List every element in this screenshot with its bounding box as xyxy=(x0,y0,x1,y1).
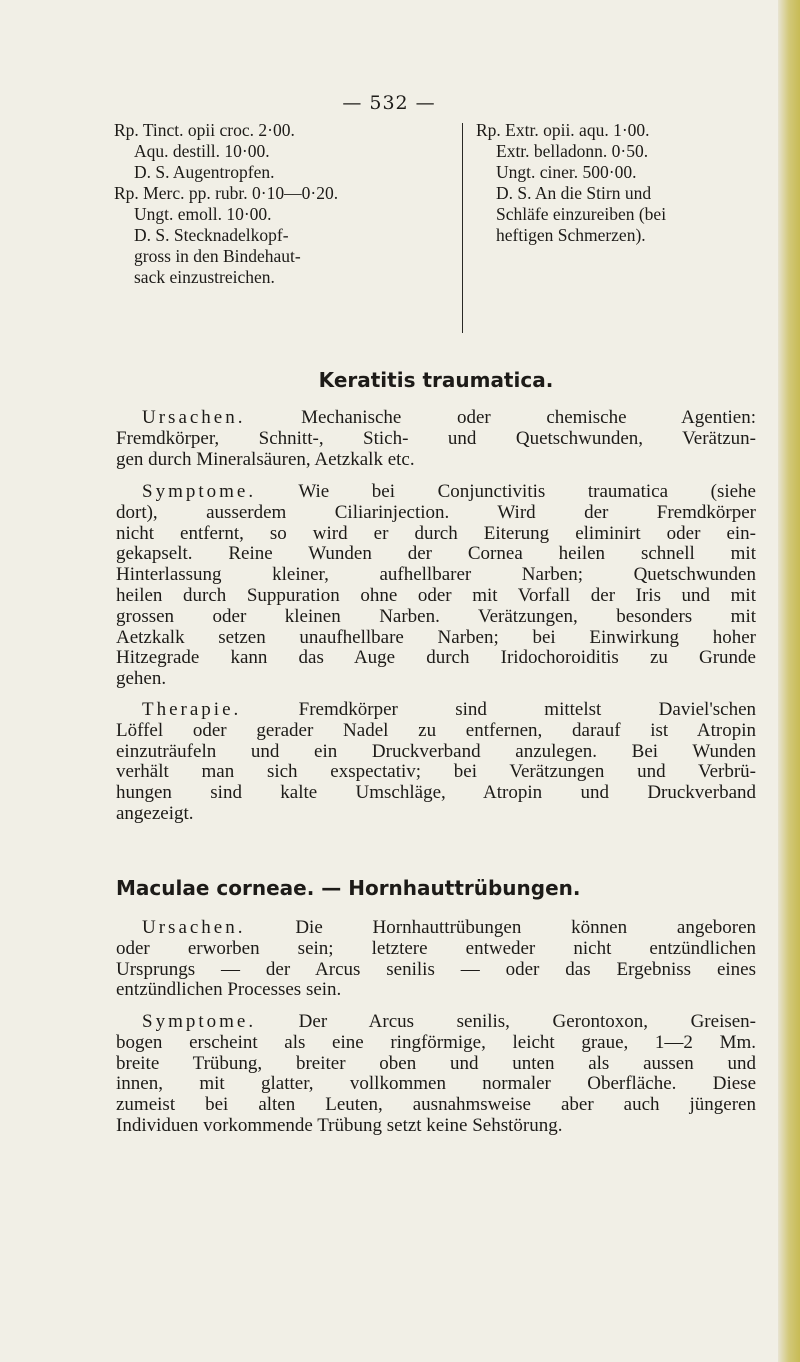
text-line: gen durch Mineralsäuren, Aetzkalk etc. xyxy=(116,448,415,470)
rx-line: Rp. Extr. opii. aqu. 1·00. xyxy=(476,120,650,140)
rx-line: Rp. Merc. pp. rubr. 0·10—0·20. xyxy=(114,183,339,203)
paragraph-head: Therapie. xyxy=(142,699,242,720)
section-title: Maculae corneae. — Hornhauttrübungen. xyxy=(116,876,581,900)
page-number: — 532 — xyxy=(342,92,436,114)
rx-line: D. S. An die Stirn und xyxy=(496,183,652,203)
text-line: angezeigt. xyxy=(116,802,194,824)
text-line: zumeist bei alten Leuten, ausnahmsweise aber auch jüngeren xyxy=(116,1094,756,1116)
prescription-right xyxy=(476,120,766,246)
rx-line: D. S. Augentropfen. xyxy=(134,162,275,182)
rx-line: sack einzustreichen. xyxy=(134,267,275,287)
text-line: gehen. xyxy=(116,668,167,690)
text-line: Wie bei Conjunctivitis traumatica (siehe xyxy=(298,481,756,502)
rx-line: Ungt. ciner. 500·00. xyxy=(496,162,637,182)
text-line: einzuträufeln und ein Druckverband anzulegen. Bei Wunden xyxy=(116,740,756,762)
rx-line: Rp. Tinct. opii croc. 2·00. xyxy=(114,120,295,140)
text-line: nicht entfernt, so wird er durch Eiterung eliminirt oder ein- xyxy=(116,522,756,544)
text-line: Individuen vorkommende Trübung setzt keine Sehstörung. xyxy=(116,1114,563,1136)
paragraph-head: Symptome. xyxy=(142,1011,257,1032)
text-line: verhält man sich exspectativ; bei Verätzungen und Verbrü- xyxy=(116,761,756,783)
prescription-left xyxy=(114,120,459,288)
text-line: gekapselt. Reine Wunden der Cornea heilen schnell mit xyxy=(116,543,756,565)
text-line: heilen durch Suppuration ohne oder mit Vorfall der Iris und mit xyxy=(116,584,756,606)
text-line: oder erworben sein; letztere entweder nicht entzündlichen xyxy=(116,937,756,959)
text-line: grossen oder kleinen Narben. Verätzungen, besonders mit xyxy=(116,605,756,627)
text-line: dort), ausserdem Ciliarinjection. Wird der Fremdkörper xyxy=(116,501,756,523)
text-line: hungen sind kalte Umschläge, Atropin und Druckverband xyxy=(116,782,756,804)
text-line: breite Trübung, breiter oben und unten als aussen und xyxy=(116,1052,756,1074)
rx-line: Extr. belladonn. 0·50. xyxy=(496,141,649,161)
rx-line: Aqu. destill. 10·00. xyxy=(134,141,270,161)
section-title: Keratitis traumatica. xyxy=(318,368,554,392)
text-line: Löffel oder gerader Nadel zu entfernen, darauf ist Atropin xyxy=(116,719,756,741)
text-line: Hitzegrade kann das Auge durch Iridochoroiditis zu Grunde xyxy=(116,647,756,669)
paragraph-symptome-2 xyxy=(116,1012,756,1137)
text-line: Hinterlassung kleiner, aufhellbarer Narben; Quetschwunden xyxy=(116,564,756,586)
text-line: Mechanische oder chemische Agentien: xyxy=(301,407,756,428)
column-divider xyxy=(462,123,463,333)
rx-line: D. S. Stecknadelkopf- xyxy=(134,225,289,245)
rx-line: heftigen Schmerzen). xyxy=(496,225,646,245)
text-line: Ursprungs — der Arcus senilis — oder das Ergebniss eines xyxy=(116,958,756,980)
paragraph-symptome xyxy=(116,482,756,690)
text-line: bogen erscheint als eine ringförmige, leicht graue, 1—2 Mm. xyxy=(116,1031,756,1053)
text-line: Fremdkörper sind mittelst Daviel'schen xyxy=(298,699,756,720)
paragraph-head: Ursachen. xyxy=(142,917,246,938)
paragraph-ursachen xyxy=(116,408,756,470)
text-line: entzündlichen Processes sein. xyxy=(116,979,342,1001)
text-line: Aetzkalk setzen unaufhellbare Narben; bei Einwirkung hoher xyxy=(116,626,756,648)
paragraph-therapie xyxy=(116,700,756,825)
rx-line: Ungt. emoll. 10·00. xyxy=(134,204,272,224)
paragraph-head: Symptome. xyxy=(142,481,257,502)
page-edge xyxy=(778,0,800,1362)
text-line: Die Hornhauttrübungen können angeboren xyxy=(295,917,757,938)
text-line: Fremdkörper, Schnitt-, Stich- und Quetschwunden, Verätzun- xyxy=(116,427,756,449)
rx-line: gross in den Bindehaut- xyxy=(134,246,301,266)
paragraph-head: Ursachen. xyxy=(142,407,246,428)
paragraph-ursachen-2 xyxy=(116,918,756,1001)
rx-line: Schläfe einzureiben (bei xyxy=(496,204,667,224)
text-line: Der Arcus senilis, Gerontoxon, Greisen- xyxy=(298,1011,757,1032)
text-line: innen, mit glatter, vollkommen normaler Oberfläche. Diese xyxy=(116,1073,756,1095)
